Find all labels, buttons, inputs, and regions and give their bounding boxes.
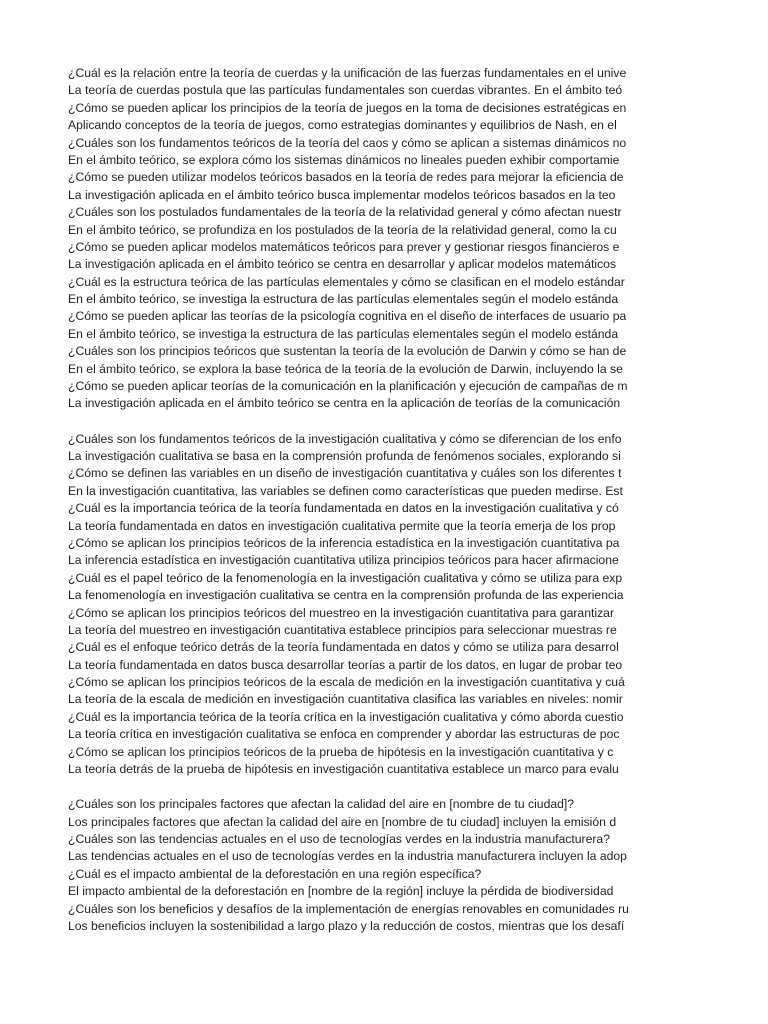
text-line: La teoría detrás de la prueba de hipótesis en investigación cuantitativa establece un marco para evalu xyxy=(68,762,619,777)
text-line: ¿Cuáles son los fundamentos teóricos de la investigación cualitativa y cómo se diferencian de los enfo xyxy=(68,431,622,446)
text-line: ¿Cómo se pueden aplicar teorías de la comunicación en la planificación y ejecución de campañas de m xyxy=(68,379,628,394)
text-line: ¿Cuál es la importancia teórica de la teoría fundamentada en datos en la investigación cualitativa y có xyxy=(68,501,619,516)
text-line: ¿Cómo se aplican los principios teóricos de la escala de medición en la investigación cuantitativa y cuá xyxy=(68,675,625,690)
text-line: En el ámbito teórico, se investiga la estructura de las partículas elementales según el modelo estánda xyxy=(68,292,619,307)
text-line: La investigación aplicada en el ámbito teórico se centra en desarrollar y aplicar modelos matemáticos xyxy=(68,257,617,272)
text-line: El impacto ambiental de la deforestación en [nombre de la región] incluye la pérdida de biodiversidad xyxy=(68,884,614,899)
text-line: La inferencia estadística en investigación cuantitativa utiliza principios teóricos para hacer afirmacione xyxy=(68,553,619,568)
text-line: En el ámbito teórico, se investiga la estructura de las partículas elementales según el modelo estánda xyxy=(68,326,619,341)
text-line: ¿Cómo se aplican los principios teóricos de la prueba de hipótesis en la investigación cuantitativa y c xyxy=(68,744,614,759)
text-line: ¿Cuáles son las tendencias actuales en el uso de tecnologías verdes en la industria manufacturera? xyxy=(68,832,610,846)
text-line: La investigación aplicada en el ámbito teórico se centra en la aplicación de teorías de la comunicación xyxy=(68,396,621,411)
text-line: ¿Cómo se aplican los principios teóricos de la inferencia estadística en la investigación cuantitativa pa xyxy=(68,535,620,550)
text-line: ¿Cómo se pueden aplicar los principios de la teoría de juegos en la toma de decisiones estratégicas en xyxy=(68,100,627,115)
text-line: La teoría fundamentada en datos en investigación cualitativa permite que la teoría emerja de los prop xyxy=(68,518,616,533)
text-line: ¿Cómo se pueden aplicar modelos matemáticos teóricos para prever y gestionar riesgos financieros e xyxy=(68,239,620,254)
text-line: ¿Cuál es la relación entre la teoría de cuerdas y la unificación de las fuerzas fundamentales en el unive xyxy=(68,66,627,80)
text-line: Los principales factores que afectan la calidad del aire en [nombre de tu ciudad] incluyen la emisión d xyxy=(68,814,617,829)
text-line: Las tendencias actuales en el uso de tecnologías verdes en la industria manufacturera incluyen la adop xyxy=(68,849,627,864)
text-line: La investigación cualitativa se basa en la comprensión profunda de fenómenos sociales, explorando si xyxy=(68,449,621,463)
text-line: En el ámbito teórico, se explora cómo los sistemas dinámicos no lineales pueden exhibir comportamie xyxy=(68,152,620,167)
text-line: ¿Cómo se pueden utilizar modelos teóricos basados en la teoría de redes para mejorar la eficiencia de xyxy=(68,170,624,185)
document-text xyxy=(68,65,656,935)
section-3 xyxy=(68,796,656,935)
text-line: ¿Cuáles son los fundamentos teóricos de la teoría del caos y cómo se aplican a sistemas dinámicos no xyxy=(68,135,627,150)
text-line: ¿Cuál es el enfoque teórico detrás de la teoría fundamentada en datos y cómo se utiliza para desarrol xyxy=(68,640,619,655)
text-line: ¿Cuáles son los postulados fundamentales de la teoría de la relatividad general y cómo afectan nuestr xyxy=(68,205,622,220)
text-line: ¿Cuál es el impacto ambiental de la deforestación en una región específica? xyxy=(68,866,482,881)
paragraph-spacer xyxy=(68,778,656,796)
text-line: La fenomenología en investigación cualitativa se centra en la comprensión profunda de las experiencia xyxy=(68,588,624,603)
text-line: La teoría de cuerdas postula que las partículas fundamentales son cuerdas vibrantes. En el ámbito teó xyxy=(68,83,623,98)
text-line: La teoría del muestreo en investigación cuantitativa establece principios para seleccionar muestras re xyxy=(68,622,617,637)
text-line: La teoría de la escala de medición en investigación cuantitativa clasifica las variables en niveles: nomir xyxy=(68,692,623,707)
paragraph-spacer xyxy=(68,413,656,431)
text-line: ¿Cómo se aplican los principios teóricos del muestreo en la investigación cuantitativa para garantizar xyxy=(68,605,615,620)
text-line: ¿Cómo se definen las variables en un diseño de investigación cuantitativa y cuáles son los diferentes t xyxy=(68,466,622,481)
text-line: Aplicando conceptos de la teoría de juegos, como estrategias dominantes y equilibrios de Nash, en el xyxy=(68,118,617,133)
text-line: En la investigación cuantitativa, las variables se definen como características que pueden medirse. Est xyxy=(68,483,623,498)
text-line: ¿Cuáles son los beneficios y desafíos de la implementación de energías renovables en comunidades ru xyxy=(68,901,629,916)
text-line: La investigación aplicada en el ámbito teórico busca implementar modelos teóricos basados en la teo xyxy=(68,187,616,202)
text-line: ¿Cómo se pueden aplicar las teorías de la psicología cognitiva en el diseño de interfaces de usuario pa xyxy=(68,309,627,324)
text-line: Los beneficios incluyen la sostenibilidad a largo plazo y la reducción de costos, mientras que los desafí xyxy=(68,918,625,933)
section-2 xyxy=(68,431,656,779)
text-line: ¿Cuáles son los principales factores que afectan la calidad del aire en [nombre de tu ciudad]? xyxy=(68,797,575,812)
text-line: La teoría fundamentada en datos busca desarrollar teorías a partir de los datos, en lugar de probar teo xyxy=(68,657,623,672)
text-line: La teoría crítica en investigación cualitativa se enfoca en comprender y abordar las estructuras de poc xyxy=(68,727,620,742)
text-line: En el ámbito teórico, se profundiza en los postulados de la teoría de la relatividad general, como la cu xyxy=(68,222,617,237)
text-line: ¿Cuál es el papel teórico de la fenomenología en la investigación cualitativa y cómo se utiliza para exp xyxy=(68,570,623,585)
text-line: En el ámbito teórico, se explora la base teórica de la teoría de la evolución de Darwin, incluyendo la se xyxy=(68,361,623,376)
text-line: ¿Cuáles son los principios teóricos que sustentan la teoría de la evolución de Darwin y cómo se han de xyxy=(68,344,627,359)
text-line: ¿Cuál es la importancia teórica de la teoría crítica en la investigación cualitativa y cómo aborda cuestio xyxy=(68,709,624,724)
text-line: ¿Cuál es la estructura teórica de las partículas elementales y cómo se clasifican en el modelo estándar xyxy=(68,274,625,289)
section-1 xyxy=(68,65,656,413)
